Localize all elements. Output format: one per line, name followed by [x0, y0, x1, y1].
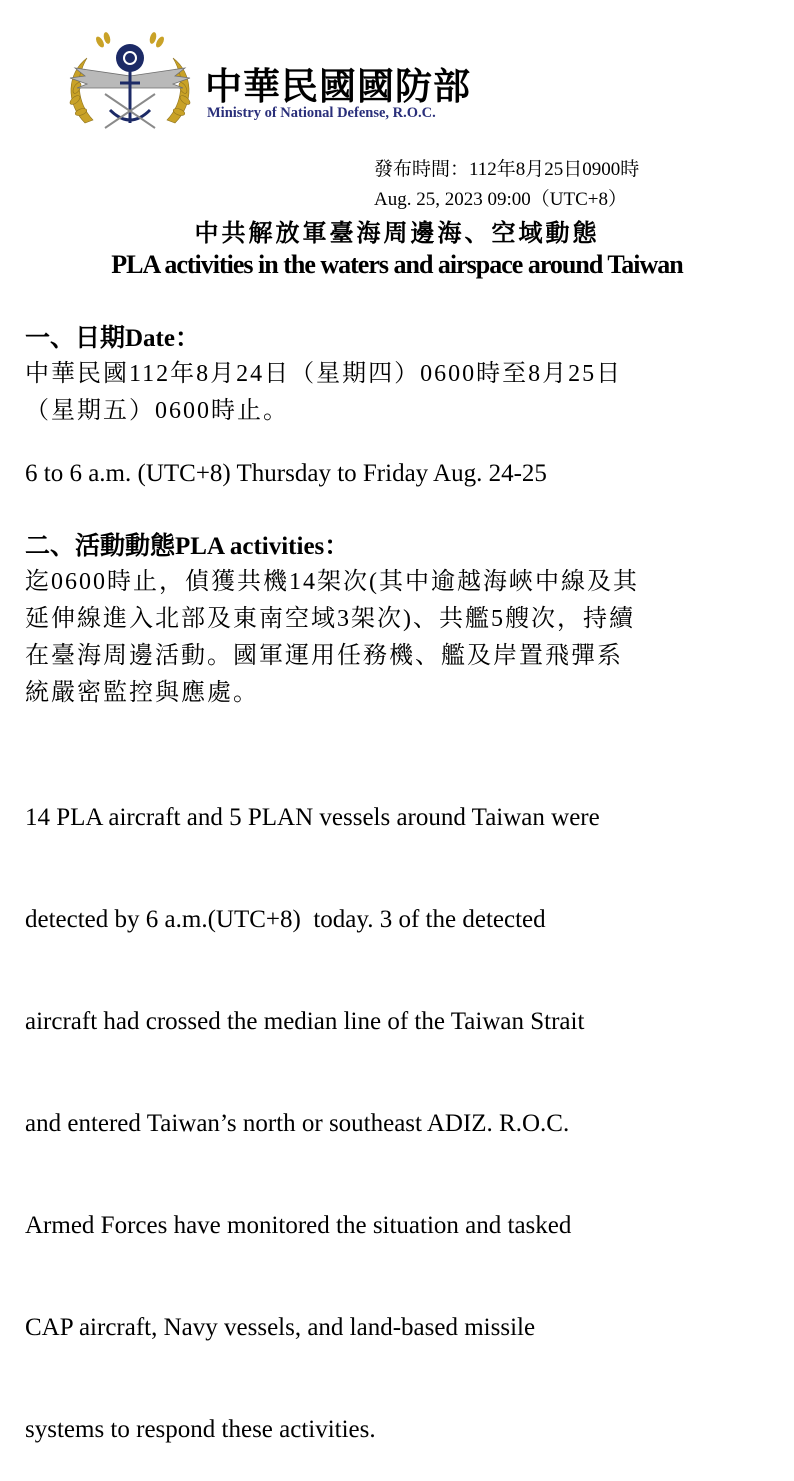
activities-zh-line: 統嚴密監控與應處。	[25, 680, 259, 706]
activities-en-line: detected by 6 a.m.(UTC+8) today. 3 of the detected	[25, 906, 546, 933]
org-name-zh: 中華民國國防部	[205, 65, 471, 108]
section-date-heading: 一、日期Date：	[25, 325, 200, 352]
release-time-zh: 發布時間：112年8月25日0900時	[374, 159, 640, 180]
section-date-zh-line: （星期五）0600時止。	[25, 398, 289, 424]
activities-en-line: systems to respond these activities.	[25, 1416, 376, 1443]
activities-en-line: Armed Forces have monitored the situation and tasked	[25, 1212, 572, 1239]
activities-en-line: and entered Taiwan’s north or southeast ADIZ. R.O.C.	[25, 1110, 570, 1137]
section-activities-zh	[25, 564, 775, 712]
section-activities-heading: 二、活動動態PLA activities：	[25, 533, 350, 560]
mnd-emblem-icon	[55, 28, 205, 143]
page-title-zh: 中共解放軍臺海周邊海、空域動態	[194, 219, 600, 247]
release-time	[374, 155, 639, 215]
activities-zh-line: 在臺海周邊活動。國軍運用任務機、艦及岸置飛彈系	[25, 643, 623, 669]
activities-en-line: aircraft had crossed the median line of the Taiwan Strait	[25, 1008, 585, 1035]
page-title-en: PLA activities in the waters and airspace around Taiwan	[111, 250, 683, 279]
release-time-en: Aug. 25, 2023 09:00（UTC+8）	[374, 189, 627, 210]
section-activities	[25, 526, 775, 712]
section-activities-en	[25, 733, 775, 1481]
section-date-en: 6 to 6 a.m. (UTC+8) Thursday to Friday Aug. 24-25	[25, 460, 547, 487]
activities-zh-line: 延伸線進入北部及東南空域3架次)、共艦5艘次，持續	[25, 606, 635, 632]
activities-en-line: 14 PLA aircraft and 5 PLAN vessels around Taiwan were	[25, 804, 600, 831]
org-name-en: Ministry of National Defense, R.O.C.	[207, 105, 436, 121]
section-date-zh-line: 中華民國112年8月24日（星期四）0600時至8月25日	[25, 361, 623, 387]
section-date-zh	[25, 356, 775, 430]
header	[55, 28, 515, 143]
activities-en-line: CAP aircraft, Navy vessels, and land-based missile	[25, 1314, 536, 1341]
section-date	[25, 318, 775, 430]
activities-zh-line: 迄0600時止，偵獲共機14架次(其中逾越海峽中線及其	[25, 569, 639, 595]
